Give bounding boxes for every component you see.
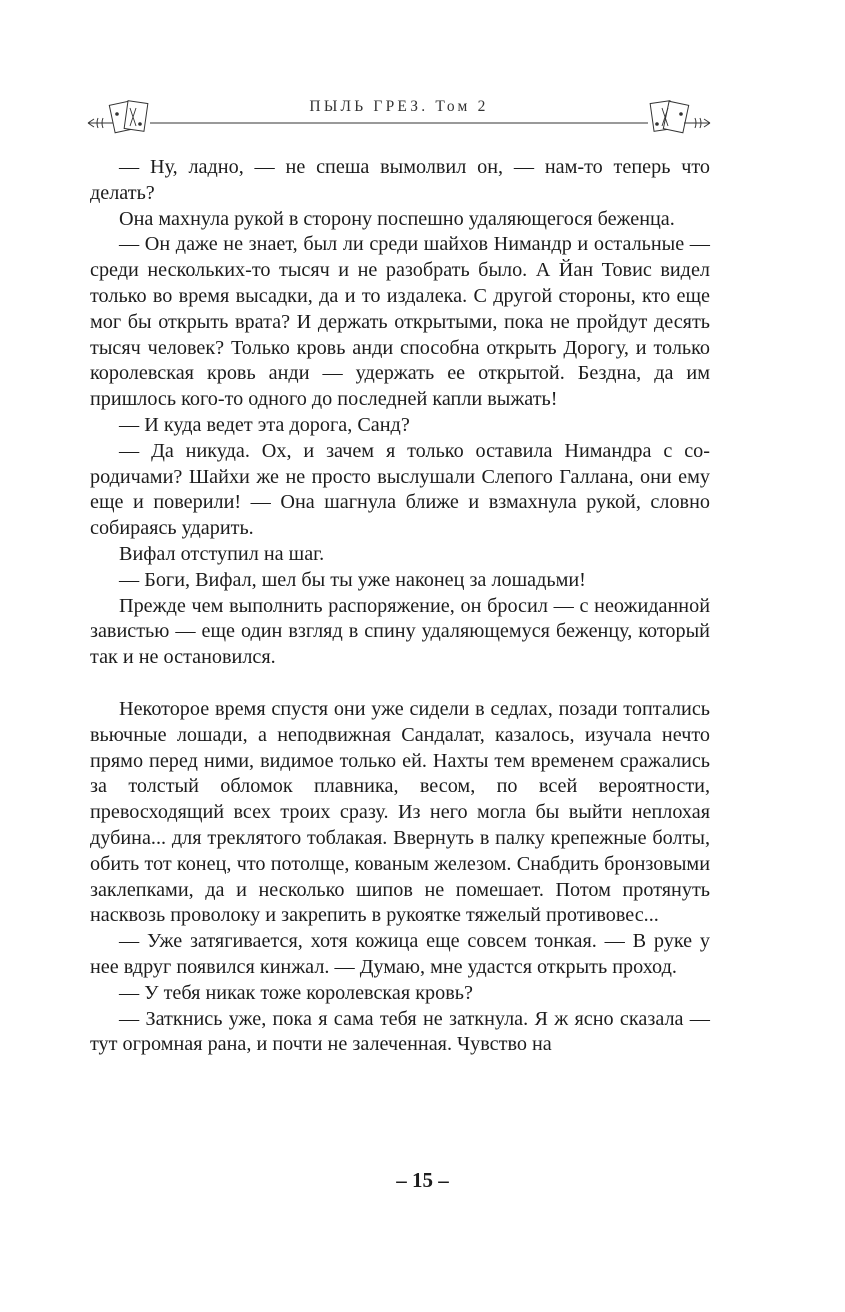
paragraph: — Уже затягивается, хотя кожица еще совсем тонкая. — В руке у нее вдруг появился кинжал. — Думаю, мне удастся открыть проход. bbox=[90, 930, 710, 978]
running-header bbox=[86, 94, 712, 138]
paragraph: Прежде чем выполнить распоряжение, он бросил — с неожиданной завистью — еще один взгляд в спину удаляющемуся беженцу, который так и не остановился. bbox=[90, 594, 710, 669]
paragraph: Вифал отступил на шаг. bbox=[119, 542, 325, 565]
paragraph: — И куда ведет эта дорога, Санд? bbox=[119, 413, 410, 436]
page-body bbox=[90, 155, 710, 1058]
paragraph: Она махнула рукой в сторону поспешно удаляющегося беженца. bbox=[119, 207, 675, 230]
paragraph: — Он даже не знает, был ли среди шайхов Нимандр и остальные — среди нескольких-то тысяч и не разобрать было. А Йан Товис видел только во время высадки, да и то издалека. С другой стороны, кто еще мог бы открыть врата? И держать открытыми, пока не пройдут десять тысяч человек? Только кровь анди способна открыть Дорогу, и только королевская кровь анди — удержать ее открытой. Бездна, да им пришлось кого-то одного до последней капли выжать! bbox=[90, 233, 710, 411]
paragraph: — Ну, ладно, — не спеша вымолвил он, — нам-то теперь что делать? bbox=[90, 156, 710, 204]
running-title: ПЫЛЬ ГРЕЗ. Том 2 bbox=[309, 98, 489, 115]
page-number: – 15 – bbox=[396, 1168, 449, 1192]
paragraph: — Боги, Вифал, шел бы ты уже наконец за лошадьми! bbox=[119, 568, 586, 591]
arrow-right-icon bbox=[684, 118, 710, 128]
paragraph: Некоторое время спустя они уже сидели в седлах, позади топтались вьючные лошади, а неподвижная Сандалат, казалось, изучала нечто прямо перед ними, видимое только ей. Нахты тем временем сражались за толстый обломок плавника, весом, по всей вероятности, превосходящий всех троих сразу. Из него могла бы выйти неплохая дубина... для треклятого тоблакая. Ввернуть в палку крепежные болты, обить тот конец, что потолще, кованым железом. Снабдить бронзовыми заклепками, да и несколько шипов не помешает. Потом протянуть насквозь проволоку и закрепить в рукоятке тяжелый противовес... bbox=[90, 697, 710, 927]
paragraph: — Да никуда. Ох, и зачем я только оставила Нимандра с сородичами? Шайхи же не просто выслушали Слепого Галлана, они ему еще и поверили! — Она шагнула ближе и взмахнула рукой, словно собираясь ударить. bbox=[90, 439, 710, 540]
paragraph: — У тебя никак тоже королевская кровь? bbox=[119, 981, 473, 1004]
paragraph: — Заткнись уже, пока я сама тебя не заткнула. Я ж ясно сказала — тут огромная рана, и почти не залеченная. Чувство на bbox=[90, 1007, 710, 1056]
